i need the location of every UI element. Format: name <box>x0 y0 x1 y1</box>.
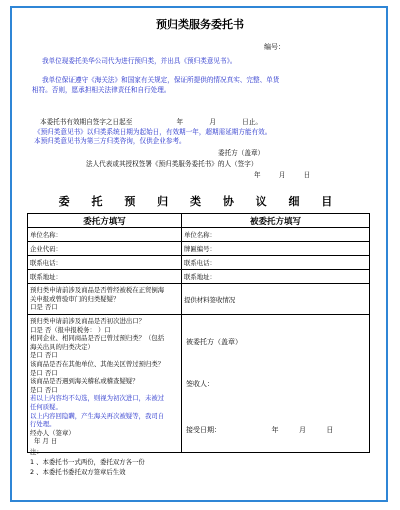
q2-line: 预归类申请前涉及商品是否初次进出口？ <box>30 317 146 325</box>
provided-materials-check: 提供材料签收情况 <box>182 284 370 315</box>
principal-seal: 委托方（盖章） <box>218 149 265 157</box>
principal-unit-name[interactable]: 单位名称： <box>28 228 182 242</box>
q2-line: 该商品是否在其他单位、其他关区曾过预归类？ <box>30 359 165 368</box>
number-label: 编号： <box>264 43 285 51</box>
table-header-row <box>28 214 370 228</box>
q2-note: 任何质疑。 <box>30 402 62 411</box>
validity-year: 年 <box>176 118 184 126</box>
accept-year: 年 <box>271 426 279 434</box>
q1-options[interactable]: 口是 否口 <box>30 303 58 312</box>
principal-phone[interactable]: 联系电话： <box>28 256 182 270</box>
table-row <box>28 284 370 315</box>
q2-options[interactable]: 是口 否口 <box>30 351 58 360</box>
q2-line: 该商品是否遇到海关稽私或稽查疑疑？ <box>30 377 139 386</box>
signature-day: 日 <box>303 171 311 179</box>
accept-month: 月 <box>298 426 306 434</box>
validity-until: 日止。 <box>242 118 262 126</box>
signer-label: 签收人： <box>186 380 214 388</box>
entrusted-seal: 被委托方（盖章） <box>186 338 242 346</box>
entrusted-address[interactable]: 联系地址： <box>182 270 370 284</box>
table-row <box>28 315 370 453</box>
note-2: 2 、本委托书委托双方签章后生效 <box>30 468 126 476</box>
accept-date-label: 接受日期： <box>186 426 221 434</box>
intro-line-1: 我单位现委托美华公司代为进行预归类，并出具《预归类意见书》。 <box>42 57 237 65</box>
validity-line-1 <box>40 118 262 128</box>
q2-note: 以上内容回隐瞒，产生海关再次被疑等，我司自 <box>30 411 165 420</box>
notes <box>30 447 145 477</box>
entrusted-plaque-number[interactable]: 牌匾编号： <box>182 242 370 256</box>
q2-line: 海关出具的归类决定） <box>30 342 94 351</box>
signature-year: 年 <box>254 171 261 179</box>
agreement-table <box>27 213 370 453</box>
table-row <box>28 256 370 270</box>
validity-line-2: 《预归类意见书》以归类系统日期为起始日，有效期一年，超期需延期方能有效。 <box>34 127 272 136</box>
q2-note: 若以上内容均不勾选，则视为初次进口，未被过 <box>30 394 165 403</box>
q2-line: 相同企业、相同商品是否已曾过预归类？（包括 <box>30 334 165 343</box>
page-title: 预归类服务委托书 <box>156 18 244 31</box>
question-block-1 <box>28 284 182 315</box>
entrusted-unit-name[interactable]: 单位名称： <box>182 228 370 242</box>
table-row <box>28 270 370 284</box>
notes-title: 注： <box>30 448 43 456</box>
agreement-title: 委 托 预 归 类 协 议 细 目 <box>58 195 342 208</box>
agent-date: 年 月 日 <box>34 437 58 446</box>
col-entrusted: 被委托方填写 <box>182 214 370 228</box>
intro-line-3: 相符。否则，愿承担相关法律责任和自行处理。 <box>32 85 171 94</box>
signature-month: 月 <box>278 171 286 179</box>
principal-company-code[interactable]: 企业代码： <box>28 242 182 256</box>
table-row <box>28 228 370 242</box>
q2-options[interactable]: 是口 否口 <box>30 368 58 377</box>
validity-prefix: 本委托书有效期自签字之日起至 <box>40 118 133 126</box>
validity-month: 月 <box>209 118 216 126</box>
q1-line-1: 预归类申请前涉及商品是否曾经被税在正贸倒海 <box>30 286 165 294</box>
intro-line-2: 我单位保证遵守《海关法》和国家有关规定，保证所提供的情况真实、完整、单货 <box>42 76 280 84</box>
q2-options[interactable]: 口是 否（报申报税务： ）口 <box>30 325 111 334</box>
signature-date <box>254 171 310 181</box>
table-row <box>28 242 370 256</box>
entrusted-phone[interactable]: 联系电话： <box>182 256 370 270</box>
col-principal: 委托方填写 <box>28 214 182 228</box>
principal-address[interactable]: 联系地址： <box>28 270 182 284</box>
q2-note: 行处理。 <box>30 420 56 429</box>
rep-signature-label: 法人代表或其授权签署《预归类服务委托书》的人（签字） <box>86 160 258 168</box>
q1-line-2: 关申报或曾验审门的归类疑疑？ <box>30 294 120 303</box>
q2-options[interactable]: 是口 否口 <box>30 385 58 394</box>
agent-signature-label: 经办人（签章） <box>30 428 75 437</box>
note-1: 1 、本委托书一式两份，委托双方各一份 <box>30 458 145 466</box>
validity-line-3: 本预归类意见书为第三方归类咨询，仅供企业参考。 <box>34 137 186 145</box>
question-block-2 <box>28 315 182 453</box>
accept-date <box>186 425 366 435</box>
entrusted-sign-area <box>182 315 370 453</box>
accept-day: 日 <box>326 426 334 434</box>
